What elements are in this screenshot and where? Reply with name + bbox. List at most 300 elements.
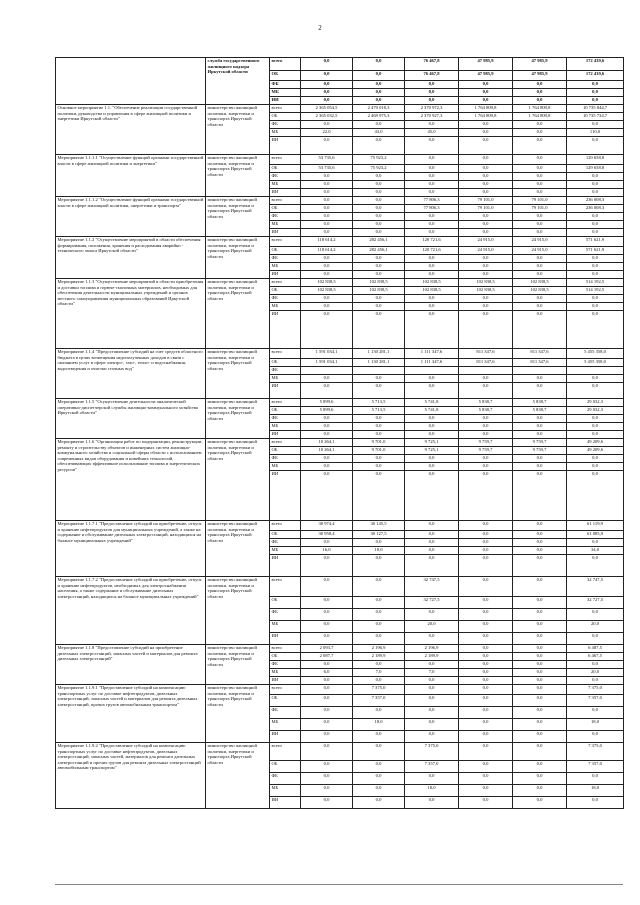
amount-cell: 0,0	[301, 431, 353, 439]
executor-name: министерство жилищной политики, энергетики и транспорта Иркутской области	[206, 439, 270, 521]
amount-cell: 0,0	[513, 471, 567, 521]
amount-cell: 7 375,0	[405, 743, 459, 761]
funding-source: МБ	[270, 719, 301, 731]
funding-source: ФБ	[270, 295, 301, 303]
amount-cell: 0,0	[405, 521, 459, 531]
amount-cell: 0,0	[567, 121, 624, 129]
amount-cell: 0,0	[353, 463, 405, 471]
amount-cell: 7 375,0	[567, 685, 624, 695]
amount-cell: 1 111 347,6	[405, 349, 459, 359]
amount-cell: 0,0	[567, 455, 624, 463]
executor-name: министерство жилищной политики, энергетики и транспорта Иркутской области	[206, 197, 270, 237]
amount-cell: 0,0	[405, 463, 459, 471]
funding-source: ОБ	[270, 287, 301, 295]
amount-cell: 0,0	[459, 669, 513, 677]
amount-cell: 282 456,1	[353, 247, 405, 255]
table-row	[56, 349, 624, 359]
amount-cell: 0,0	[513, 645, 567, 653]
amount-cell: 5 455 358,0	[567, 349, 624, 359]
amount-cell: 0,0	[353, 773, 405, 785]
amount-cell: 0,0	[459, 597, 513, 609]
amount-cell: 0,0	[405, 661, 459, 669]
amount-cell: 0,0	[513, 695, 567, 707]
amount-cell: 0,0	[513, 577, 567, 597]
amount-cell: 0,0	[513, 633, 567, 645]
amount-cell: 0,0	[353, 731, 405, 743]
amount-cell: 102 838,5	[459, 287, 513, 295]
amount-cell: 0,0	[301, 719, 353, 731]
amount-cell: 76 467,8	[405, 58, 459, 71]
program-name: Мероприятие 1.1.2 "Осуществление мероприятий в области обеспечения формирования, положения, хранения и расходования аварийно - технического запаса Иркутской области"	[56, 237, 206, 279]
amount-cell: 1 111 347,6	[405, 359, 459, 367]
amount-cell: 5 838,7	[459, 399, 513, 407]
funding-source: МБ	[270, 181, 301, 189]
amount-cell: 0,0	[301, 797, 353, 809]
amount-cell: 0,0	[567, 415, 624, 423]
amount-cell: 0,0	[405, 189, 459, 197]
amount-cell: 0,0	[459, 685, 513, 695]
amount-cell: 0,0	[513, 221, 567, 229]
amount-cell: 0,0	[301, 255, 353, 263]
table-row	[56, 237, 624, 247]
amount-cell: 0,0	[459, 731, 513, 743]
amount-cell: 0,0	[513, 761, 567, 773]
amount-cell: 0,0	[405, 165, 459, 173]
amount-cell: 0,0	[513, 181, 567, 189]
funding-source: ИИ	[270, 229, 301, 237]
amount-cell: 10 264,1	[301, 439, 353, 447]
program-name: Мероприятие 1.1.7.2 "Предоставление субсидий на приобретение, отпуск и хранение нефтепродуктов, необходимых для электроснабжения населения, а также содержание и обслуживание дизельных электростанций, находящихся на балансе муниципальных учреждений"	[56, 577, 206, 645]
amount-cell: 0,0	[459, 463, 513, 471]
funding-source: МБ	[270, 375, 301, 383]
funding-source: ИИ	[270, 797, 301, 809]
amount-cell: 0,0	[301, 609, 353, 621]
funding-source: ФБ	[270, 415, 301, 423]
amount-cell: 2 365 054,5	[301, 105, 353, 113]
amount-cell: 0,0	[301, 303, 353, 311]
amount-cell: 9 725,1	[405, 439, 459, 447]
amount-cell: 0,0	[353, 205, 405, 213]
amount-cell: 0,0	[459, 173, 513, 181]
funding-source: ОБ	[270, 447, 301, 455]
amount-cell: 0,0	[405, 685, 459, 695]
amount-cell: 24 915,0	[459, 247, 513, 255]
amount-cell: 0,0	[513, 271, 567, 279]
amount-cell: 0,0	[353, 761, 405, 773]
footer-rule	[55, 884, 623, 885]
amount-cell: 0,0	[405, 609, 459, 621]
table-row	[56, 439, 624, 447]
amount-cell: 0,0	[513, 423, 567, 431]
amount-cell: 2 365 032,5	[301, 113, 353, 121]
amount-cell: 0,0	[353, 213, 405, 221]
amount-cell: 0,0	[353, 555, 405, 577]
amount-cell: 0,0	[513, 89, 567, 97]
amount-cell: 0,0	[353, 189, 405, 197]
amount-cell: 18,0	[567, 785, 624, 797]
amount-cell: 172 439,6	[567, 71, 624, 81]
amount-cell: 0,0	[353, 81, 405, 89]
amount-cell	[567, 367, 624, 375]
amount-cell: 1 130 281,1	[353, 359, 405, 367]
amount-cell: 0,0	[513, 303, 567, 311]
amount-cell: 77 806,3	[405, 197, 459, 205]
amount-cell: 0,0	[353, 58, 405, 71]
amount-cell: 1 130 281,1	[353, 349, 405, 359]
amount-cell: 10 735 734,7	[567, 113, 624, 121]
funding-source: МБ	[270, 221, 301, 229]
amount-cell: 0,0	[567, 181, 624, 189]
funding-source: ОБ	[270, 597, 301, 609]
funding-source: ИИ	[270, 97, 301, 105]
amount-cell: 102 838,5	[513, 279, 567, 287]
amount-cell: 0,0	[353, 661, 405, 669]
amount-cell: 0,0	[459, 743, 513, 761]
amount-cell: 0,0	[405, 263, 459, 271]
amount-cell: 0,0	[301, 121, 353, 129]
amount-cell: 5 838,7	[513, 407, 567, 415]
amount-cell: 282 456,1	[353, 237, 405, 247]
amount-cell: 0,0	[405, 81, 459, 89]
amount-cell: 0,0	[459, 633, 513, 645]
amount-cell: 0,0	[405, 707, 459, 719]
amount-cell: 0,0	[513, 653, 567, 661]
amount-cell: 0,0	[301, 707, 353, 719]
funding-source: ОБ	[270, 359, 301, 367]
amount-cell: 102 838,5	[353, 287, 405, 295]
executor-name: министерство жилищной политики, энергетики и транспорта Иркутской области	[206, 645, 270, 685]
amount-cell: 9 701,0	[353, 447, 405, 455]
amount-cell: 0,0	[459, 255, 513, 263]
amount-cell: 9 759,7	[513, 439, 567, 447]
amount-cell: 0,0	[459, 129, 513, 137]
amount-cell: 0,0	[405, 423, 459, 431]
amount-cell: 43,0	[353, 129, 405, 137]
amount-cell: 120 721,6	[405, 247, 459, 255]
amount-cell: 0,0	[459, 471, 513, 521]
amount-cell: 53 735,6	[301, 155, 353, 165]
amount-cell: 0,0	[513, 731, 567, 743]
amount-cell: 0,0	[567, 731, 624, 743]
amount-cell: 5 899,6	[301, 407, 353, 415]
amount-cell: 118 614,2	[301, 237, 353, 247]
amount-cell: 0,0	[513, 521, 567, 531]
funding-source: всего	[270, 399, 301, 407]
amount-cell: 811 347,6	[459, 359, 513, 367]
amount-cell: 2 196,9	[405, 645, 459, 653]
amount-cell: 0,0	[459, 311, 513, 349]
amount-cell: 0,0	[459, 221, 513, 229]
amount-cell: 0,0	[513, 621, 567, 633]
amount-cell: 0,0	[459, 577, 513, 597]
amount-cell: 2 189,9	[405, 653, 459, 661]
funding-source: МБ	[270, 621, 301, 633]
amount-cell: 0,0	[301, 731, 353, 743]
amount-cell: 0,0	[567, 539, 624, 547]
amount-cell: 102 838,5	[301, 279, 353, 287]
amount-cell: 0,0	[405, 633, 459, 645]
executor-name: министерство жилищной политики, энергетики и транспорта Иркутской области	[206, 279, 270, 349]
amount-cell: 0,0	[459, 539, 513, 547]
amount-cell	[405, 367, 459, 375]
amount-cell: 0,0	[567, 773, 624, 785]
amount-cell: 0,0	[513, 547, 567, 555]
amount-cell: 0,0	[353, 471, 405, 521]
funding-source: ОБ	[270, 247, 301, 255]
amount-cell: 0,0	[405, 173, 459, 181]
amount-cell: 30 958,4	[301, 531, 353, 539]
amount-cell: 10 264,1	[301, 447, 353, 455]
amount-cell: 0,0	[353, 383, 405, 399]
funding-source: ФБ	[270, 661, 301, 669]
amount-cell: 0,0	[405, 221, 459, 229]
amount-cell: 0,0	[301, 97, 353, 105]
amount-cell: 0,0	[513, 773, 567, 785]
amount-cell: 0,0	[513, 669, 567, 677]
amount-cell: 0,0	[567, 263, 624, 271]
amount-cell: 102 838,5	[405, 279, 459, 287]
amount-cell: 5 838,7	[513, 399, 567, 407]
amount-cell: 0,0	[459, 531, 513, 539]
amount-cell: 0,0	[567, 555, 624, 577]
amount-cell: 0,0	[459, 213, 513, 221]
funding-source: ФБ	[270, 121, 301, 129]
amount-cell: 24 915,0	[513, 247, 567, 255]
table-row	[56, 279, 624, 287]
amount-cell: 0,0	[459, 707, 513, 719]
amount-cell: 102 838,5	[459, 279, 513, 287]
amount-cell: 0,0	[567, 431, 624, 439]
executor-name: министерство жилищной политики, энергетики и транспорта Иркутской области	[206, 743, 270, 809]
amount-cell: 0,0	[405, 311, 459, 349]
amount-cell: 0,0	[353, 255, 405, 263]
amount-cell: 0,0	[405, 121, 459, 129]
amount-cell: 0,0	[459, 303, 513, 311]
amount-cell: 0,0	[513, 677, 567, 685]
amount-cell: 0,0	[353, 797, 405, 809]
amount-cell: 102 838,5	[301, 287, 353, 295]
executor-name: министерство жилищной политики, энергетики и транспорта Иркутской области	[206, 105, 270, 155]
amount-cell: 0,0	[405, 97, 459, 105]
amount-cell: 0,0	[459, 785, 513, 797]
amount-cell: 5 455 358,0	[567, 359, 624, 367]
amount-cell: 0,0	[567, 311, 624, 349]
amount-cell: 0,0	[405, 375, 459, 383]
amount-cell: 0,0	[567, 89, 624, 97]
amount-cell: 7 375,0	[353, 685, 405, 695]
amount-cell: 0,0	[405, 531, 459, 539]
funding-source: МБ	[270, 785, 301, 797]
amount-cell: 0,0	[513, 165, 567, 173]
table-row	[56, 399, 624, 407]
table-row	[56, 105, 624, 113]
table-row	[56, 58, 624, 71]
amount-cell: 0,0	[301, 263, 353, 271]
funding-source: всего	[270, 577, 301, 597]
amount-cell: 0,0	[567, 213, 624, 221]
amount-cell: 0,0	[353, 609, 405, 621]
amount-cell: 20,0	[405, 621, 459, 633]
amount-cell: 32 747,5	[405, 577, 459, 597]
amount-cell: 0,0	[301, 221, 353, 229]
amount-cell: 0,0	[301, 785, 353, 797]
funding-source: ИИ	[270, 271, 301, 279]
amount-cell: 0,0	[301, 205, 353, 213]
amount-cell: 6 467,5	[567, 653, 624, 661]
amount-cell: 0,0	[405, 303, 459, 311]
amount-cell: 0,0	[353, 431, 405, 439]
amount-cell: 0,0	[459, 761, 513, 773]
amount-cell: 0,0	[567, 383, 624, 399]
amount-cell: 32 727,5	[567, 597, 624, 609]
amount-cell: 9 759,7	[459, 447, 513, 455]
amount-cell: 0,0	[513, 383, 567, 399]
amount-cell: 0,0	[459, 431, 513, 439]
amount-cell: 5 899,6	[301, 399, 353, 407]
amount-cell: 0,0	[459, 719, 513, 731]
amount-cell: 0,0	[513, 685, 567, 695]
amount-cell: 2 469 975,3	[353, 113, 405, 121]
amount-cell: 0,0	[513, 137, 567, 155]
table-row	[56, 685, 624, 695]
funding-source: ФБ	[270, 255, 301, 263]
program-name: Мероприятие 1.1.7.1 "Предоставление субсидий на приобретение, отпуск и хранение нефтепродуктов для муниципальных учреждений, а также на содержание и обслуживание дизельных электростанций, находящихся на балансе муниципальных учреждений"	[56, 521, 206, 577]
amount-cell: 102 838,5	[513, 287, 567, 295]
amount-cell: 0,0	[513, 707, 567, 719]
amount-cell: 9 701,0	[353, 439, 405, 447]
amount-cell: 10 735 844,7	[567, 105, 624, 113]
amount-cell: 0,0	[513, 173, 567, 181]
amount-cell: 2 093,7	[301, 645, 353, 653]
table-row	[56, 197, 624, 205]
amount-cell: 129 658,8	[567, 155, 624, 165]
amount-cell: 0,0	[301, 695, 353, 707]
amount-cell: 0,0	[459, 661, 513, 669]
amount-cell: 0,0	[301, 89, 353, 97]
amount-cell: 20,0	[567, 669, 624, 677]
amount-cell: 47 985,9	[513, 58, 567, 71]
amount-cell: 0,0	[301, 423, 353, 431]
amount-cell: 0,0	[459, 695, 513, 707]
amount-cell: 7 375,0	[567, 743, 624, 761]
program-name: Основное мероприятие 1.1. "Обеспечение реализации государственной политики, руководства и управления в сфере жилищной политики и энергетики Иркутской области"	[56, 105, 206, 155]
amount-cell: 1 764 809,8	[459, 113, 513, 121]
amount-cell: 0,0	[301, 621, 353, 633]
amount-cell: 0,0	[353, 197, 405, 205]
amount-cell: 0,0	[301, 661, 353, 669]
executor-name: министерство жилищной политики, энергетики и транспорта Иркутской области	[206, 399, 270, 439]
amount-cell: 49 209,6	[567, 447, 624, 455]
amount-cell: 77 806,3	[405, 205, 459, 213]
amount-cell: 0,0	[353, 577, 405, 597]
amount-cell: 811 347,6	[513, 359, 567, 367]
amount-cell: 0,0	[353, 89, 405, 97]
amount-cell: 0,0	[301, 539, 353, 547]
amount-cell: 0,0	[301, 597, 353, 609]
amount-cell: 0,0	[301, 58, 353, 71]
amount-cell: 0,0	[567, 295, 624, 303]
amount-cell: 0,0	[459, 455, 513, 463]
funding-source: всего	[270, 521, 301, 531]
amount-cell: 0,0	[405, 539, 459, 547]
funding-source: всего	[270, 685, 301, 695]
amount-cell: 0,0	[459, 773, 513, 785]
funding-source: МБ	[270, 303, 301, 311]
amount-cell: 0,0	[405, 155, 459, 165]
amount-cell: 47 985,9	[459, 71, 513, 81]
amount-cell: 5 741,8	[405, 407, 459, 415]
amount-cell: 53 735,6	[301, 165, 353, 173]
amount-cell: 0,0	[513, 255, 567, 263]
funding-source: ФБ	[270, 609, 301, 621]
amount-cell: 0,0	[405, 137, 459, 155]
amount-cell: 0,0	[459, 423, 513, 431]
amount-cell: 0,0	[567, 633, 624, 645]
amount-cell: 7 357,0	[567, 695, 624, 707]
funding-source: ОБ	[270, 205, 301, 213]
amount-cell: 0,0	[405, 773, 459, 785]
amount-cell: 129 658,8	[567, 165, 624, 173]
amount-cell: 0,0	[513, 311, 567, 349]
amount-cell: 0,0	[405, 415, 459, 423]
amount-cell: 34,0	[567, 547, 624, 555]
executor-name: министерство жилищной политики, энергетики и транспорта Иркутской области	[206, 577, 270, 645]
amount-cell: 0,0	[567, 229, 624, 237]
amount-cell: 0,0	[567, 609, 624, 621]
funding-source: ИИ	[270, 731, 301, 743]
amount-cell: 45,0	[405, 129, 459, 137]
amount-cell: 32 727,5	[405, 597, 459, 609]
amount-cell: 0,0	[405, 731, 459, 743]
amount-cell: 0,0	[459, 89, 513, 97]
amount-cell	[301, 367, 353, 375]
program-name: Мероприятие 1.1.3 "Осуществление мероприятий в области приобретения и доставки топлива и горюче-смазочных материалов, необходимых для обеспечения деятельности муниципальных учреждений и органов местного самоуправления муниципальных образований Иркутской области"	[56, 279, 206, 349]
funding-source: всего	[270, 237, 301, 247]
amount-cell: 0,0	[567, 707, 624, 719]
amount-cell: 0,0	[513, 189, 567, 197]
amount-cell: 0,0	[301, 685, 353, 695]
amount-cell: 7 357,0	[567, 761, 624, 773]
program-name: Мероприятие 1.1.9.2 "Предоставление субсидий на компенсацию транспортных услуг по доставке нефтепродуктов, дизельных электростанций, запасных частей, материалов для ремонта дизельных электростанций и прочих грузов для ремонта дизельных электростанций автомобильным транспортом"	[56, 743, 206, 809]
amount-cell: 0,0	[405, 677, 459, 685]
executor-name: министерство жилищной политики, энергетики и транспорта Иркутской области	[206, 685, 270, 743]
funding-source: ИИ	[270, 383, 301, 399]
executor-name: служба государственного жилищного надзора Иркутской области	[206, 58, 270, 105]
budget-table	[55, 57, 624, 809]
amount-cell: 0,0	[405, 89, 459, 97]
amount-cell: 0,0	[405, 471, 459, 521]
amount-cell: 61 119,9	[567, 521, 624, 531]
amount-cell: 18,0	[405, 785, 459, 797]
table-row	[56, 743, 624, 761]
amount-cell: 236 008,3	[567, 205, 624, 213]
amount-cell: 5 713,5	[353, 407, 405, 415]
amount-cell: 0,0	[459, 653, 513, 661]
amount-cell	[353, 367, 405, 375]
amount-cell: 0,0	[353, 621, 405, 633]
amount-cell: 514 192,5	[567, 287, 624, 295]
amount-cell: 79 101,0	[513, 197, 567, 205]
amount-cell: 0,0	[459, 555, 513, 577]
amount-cell: 811 347,6	[459, 349, 513, 359]
amount-cell: 1 591 034,1	[301, 349, 353, 359]
amount-cell: 0,0	[567, 221, 624, 229]
amount-cell: 0,0	[459, 97, 513, 105]
amount-cell: 6,0	[301, 669, 353, 677]
amount-cell: 47 985,9	[459, 58, 513, 71]
amount-cell: 0,0	[513, 431, 567, 439]
amount-cell: 0,0	[513, 661, 567, 669]
